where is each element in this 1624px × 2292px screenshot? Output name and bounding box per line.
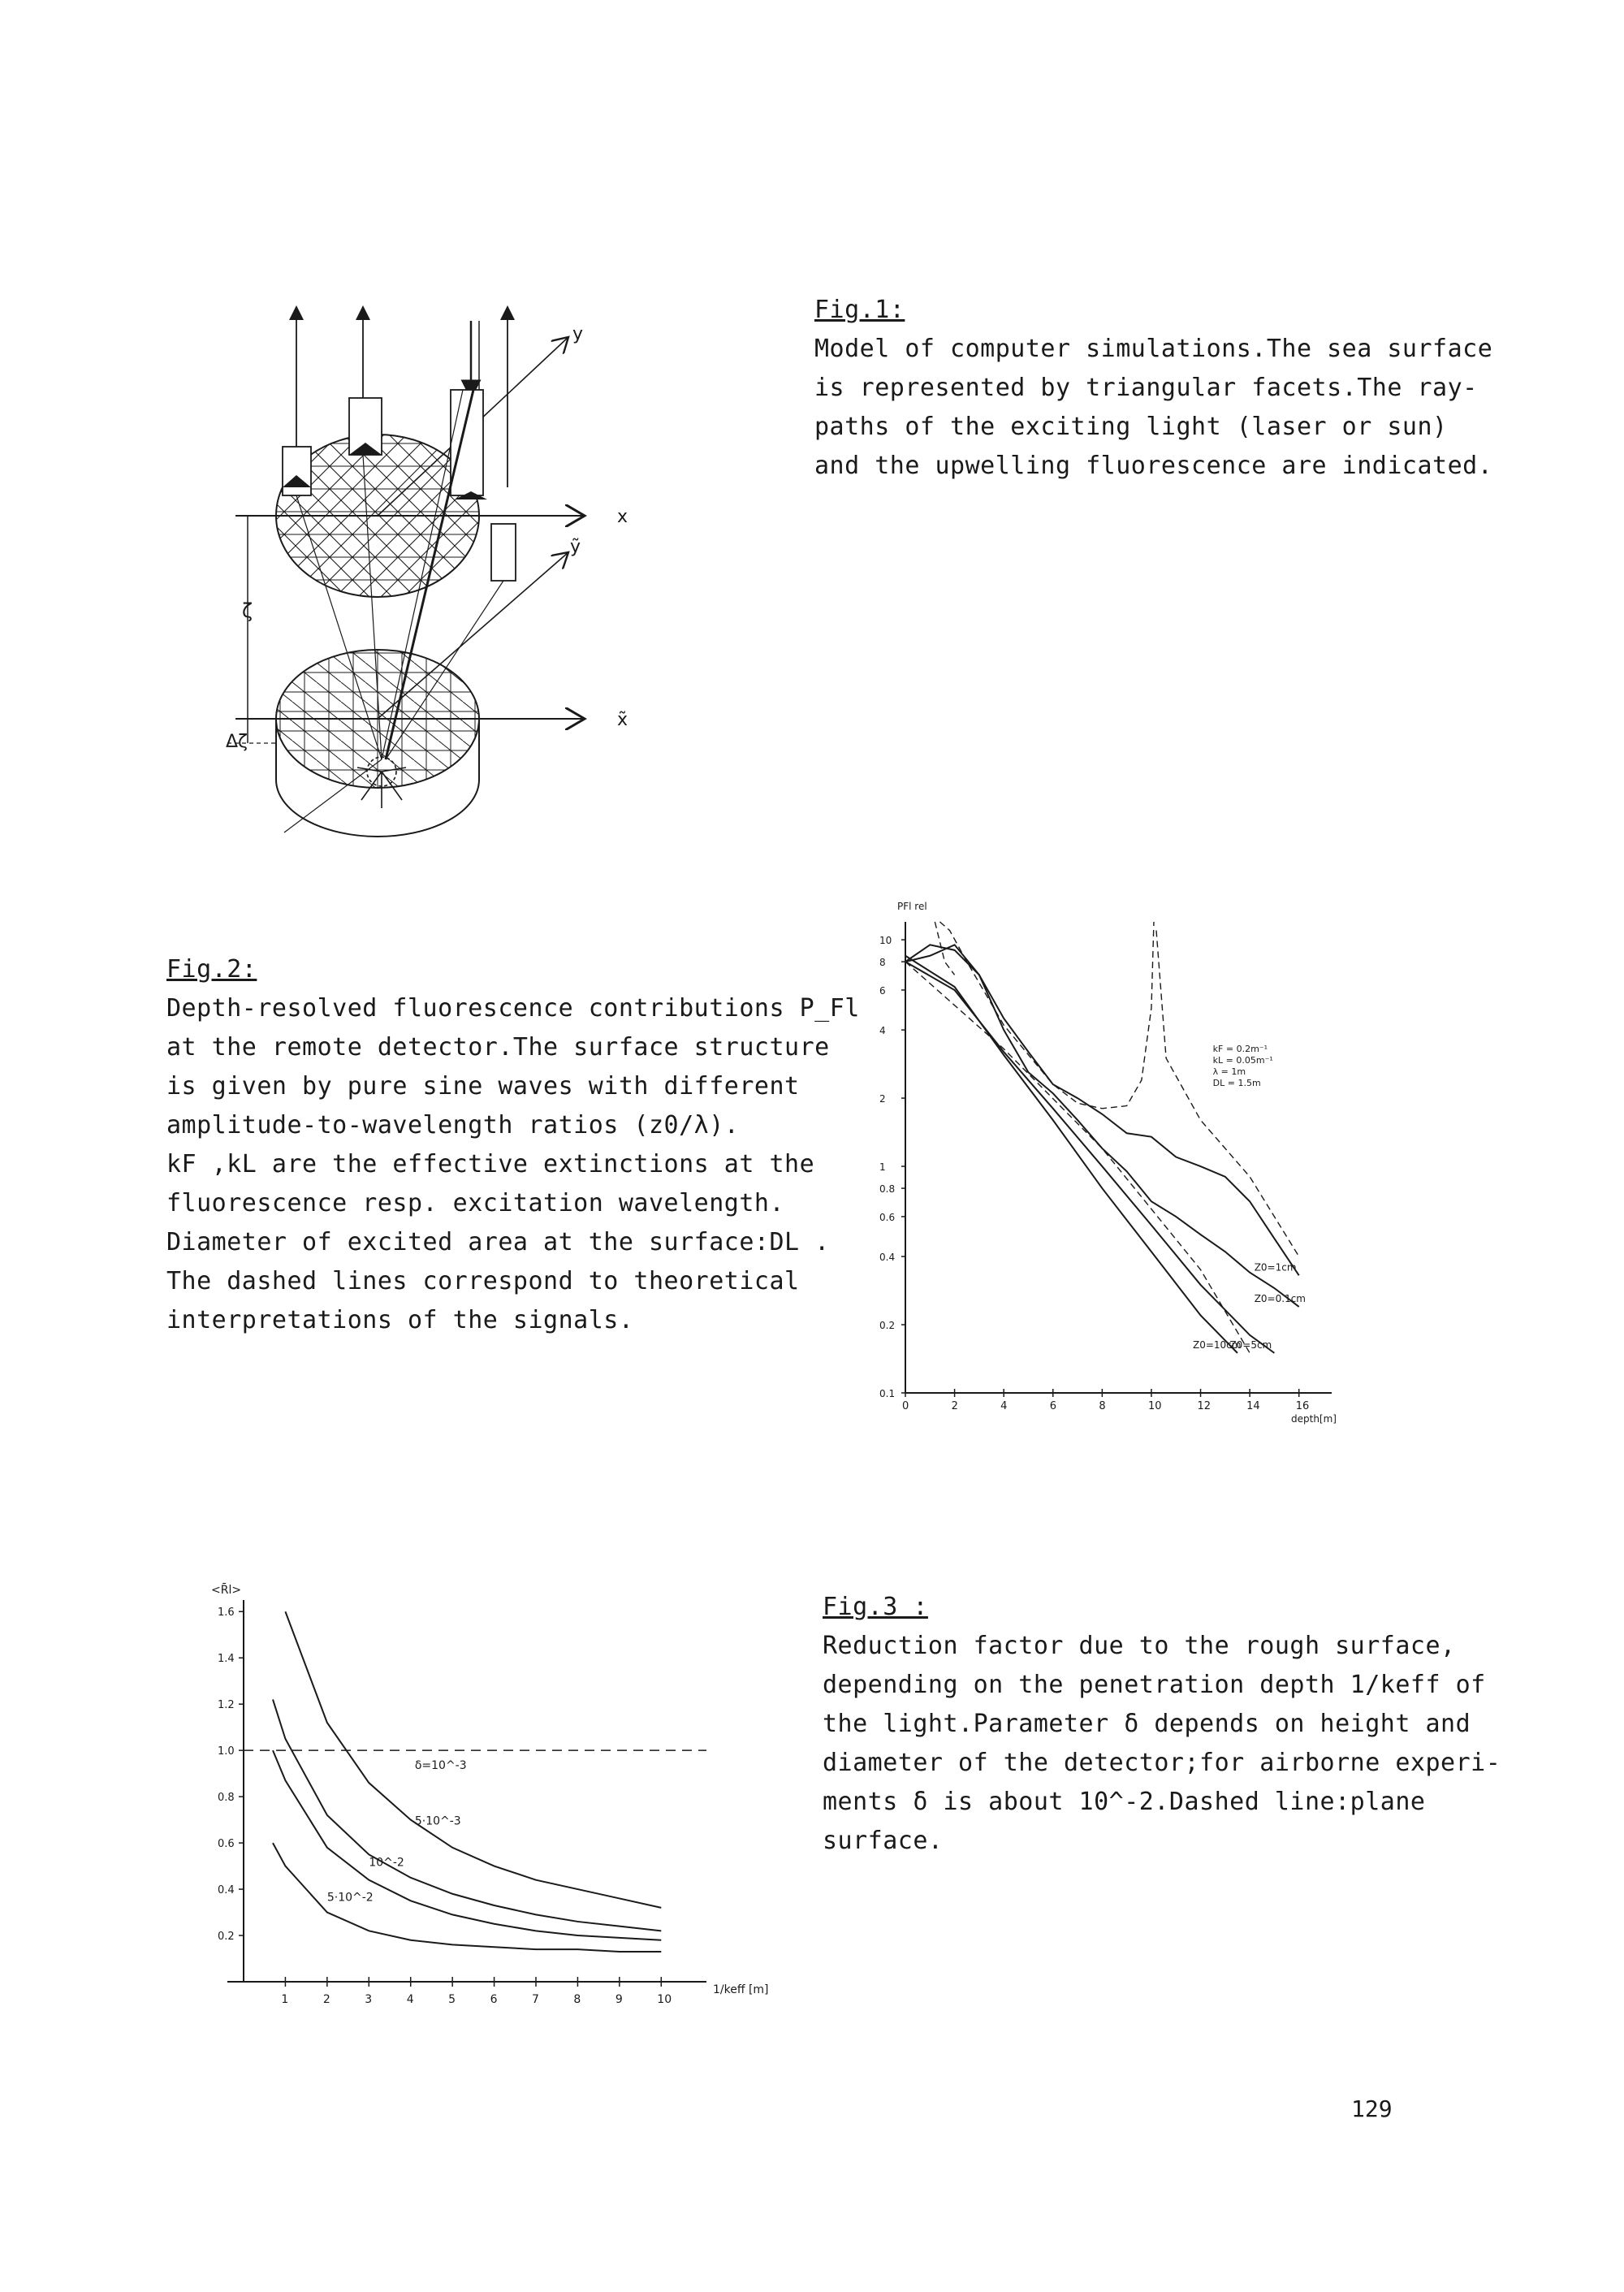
y-tick-label: 0.2 — [879, 1320, 896, 1332]
legend-entry: DL = 1.5m — [1212, 1078, 1261, 1089]
theory-dashed-curve — [1156, 931, 1299, 1257]
series-line — [905, 945, 1299, 1275]
x-tick-label: 3 — [365, 1993, 373, 2006]
caption-line: is represented by triangular facets.The ray- — [814, 374, 1478, 402]
x-tick-label: 4 — [406, 1993, 414, 2006]
caption-line: is given by pure sine waves with different — [166, 1072, 800, 1101]
axis-label-x-tilde: x̃ — [617, 710, 628, 730]
figure-3-chart — [179, 1576, 796, 2006]
theory-dashed-curve — [905, 962, 1250, 1353]
x-tick-label: 16 — [1295, 1400, 1310, 1412]
zeta-label: ζ — [242, 599, 253, 622]
x-tick-label: 10 — [657, 1993, 672, 2006]
y-tick-label: 0.2 — [218, 1931, 235, 1944]
theory-dashed-curve — [939, 922, 1154, 1109]
series-line — [905, 962, 1274, 1353]
legend-entry: kF = 0.2m⁻¹ — [1212, 1044, 1268, 1055]
y-tick-label: 1.6 — [218, 1607, 235, 1620]
x-axis-label: 1/keff [m] — [713, 1983, 769, 1996]
x-axis-label: depth[m] — [1291, 1413, 1337, 1425]
caption-line: Diameter of excited area at the surface:DL . — [166, 1228, 830, 1256]
caption-line: ments δ is about 10^-2.Dashed line:plane — [823, 1788, 1426, 1816]
y-tick-label: 0.4 — [879, 1252, 896, 1264]
figure-2-caption — [166, 950, 860, 1340]
y-tick-label: 0.4 — [218, 1884, 235, 1897]
y-tick-label: 10 — [879, 935, 892, 947]
caption-line: surface. — [823, 1827, 944, 1855]
legend-entry: kL = 0.05m⁻¹ — [1212, 1055, 1273, 1066]
delta-zeta-label: Δζ — [226, 732, 248, 752]
y-tick-label: 0.8 — [879, 1183, 896, 1196]
caption-line: diameter of the detector;for airborne experi- — [823, 1749, 1501, 1777]
x-tick-label: 8 — [1099, 1400, 1106, 1412]
y-tick-label: 0.6 — [879, 1211, 896, 1223]
x-tick-label: 12 — [1197, 1400, 1212, 1412]
y-tick-label: 1.2 — [218, 1699, 235, 1712]
y-axis-label: PFl rel — [897, 901, 927, 912]
figure-2-caption-title: Fig.2: — [166, 955, 257, 984]
series-label: Z0=5cm — [1229, 1338, 1272, 1351]
caption-line: Depth-resolved fluorescence contributions P_Fl — [166, 994, 860, 1023]
y-tick-label: 6 — [879, 984, 886, 997]
caption-line: and the upwelling fluorescence are indicated. — [814, 452, 1493, 480]
figure-3-caption-title: Fig.3 : — [823, 1593, 928, 1621]
y-tick-label: 8 — [879, 957, 886, 969]
caption-line: fluorescence resp. excitation wavelength. — [166, 1189, 785, 1217]
x-tick-label: 8 — [573, 1993, 581, 2006]
x-tick-label: 14 — [1246, 1400, 1260, 1412]
series-line — [273, 1750, 661, 1940]
y-tick-label: 1.0 — [218, 1745, 235, 1758]
y-tick-label: 0.1 — [879, 1388, 896, 1399]
x-tick-label: 6 — [490, 1993, 498, 2006]
y-tick-label: 4 — [879, 1025, 886, 1037]
x-tick-label: 2 — [951, 1400, 958, 1412]
series-line — [905, 956, 1237, 1353]
x-tick-label: 2 — [322, 1993, 330, 2006]
page-number: 129 — [1351, 2095, 1393, 2122]
caption-line: the light.Parameter δ depends on height and — [823, 1710, 1471, 1738]
x-tick-label: 7 — [532, 1993, 539, 2006]
y-tick-label: 1.4 — [218, 1653, 235, 1666]
series-label: Z0=10cm — [1192, 1338, 1242, 1351]
axis-label-x: x — [617, 507, 628, 527]
series-label: δ=10^-3 — [414, 1758, 467, 1772]
x-tick-label: 9 — [615, 1993, 623, 2006]
y-tick-label: 1 — [879, 1161, 886, 1174]
y-tick-label: 2 — [879, 1093, 886, 1105]
series-label: 5·10^-3 — [414, 1814, 461, 1828]
caption-line: Model of computer simulations.The sea surface — [814, 335, 1493, 363]
caption-line: amplitude-to-wavelength ratios (z0/λ). — [166, 1111, 740, 1140]
series-label: 10^-2 — [369, 1856, 404, 1870]
x-tick-label: 6 — [1049, 1400, 1057, 1412]
caption-line: Reduction factor due to the rough surface, — [823, 1632, 1456, 1660]
caption-line: The dashed lines correspond to theoretical — [166, 1267, 800, 1295]
y-tick-label: 0.8 — [218, 1792, 235, 1805]
series-label: Z0=1cm — [1254, 1261, 1297, 1274]
figure-1-diagram — [219, 301, 674, 853]
x-tick-label: 4 — [1000, 1400, 1008, 1412]
axis-label-y-tilde: ỹ — [570, 537, 581, 557]
caption-line: at the remote detector.The surface structure — [166, 1033, 830, 1062]
legend-entry: λ = 1m — [1212, 1066, 1246, 1078]
x-tick-label: 1 — [281, 1993, 289, 2006]
figure-1-caption — [814, 291, 1492, 486]
figure-1-caption-title: Fig.1: — [814, 296, 905, 324]
caption-line: depending on the penetration depth 1/keff of — [823, 1671, 1486, 1699]
y-axis-label: <R̄l> — [211, 1584, 242, 1597]
figure-3-caption — [823, 1588, 1501, 1861]
x-tick-label: 5 — [448, 1993, 456, 2006]
caption-line: paths of the exciting light (laser or sun) — [814, 413, 1448, 441]
series-line — [285, 1611, 661, 1908]
y-tick-label: 0.6 — [218, 1838, 235, 1851]
series-label: 5·10^-2 — [326, 1891, 374, 1905]
axis-label-y: y — [572, 324, 584, 344]
figure-2-chart — [861, 877, 1348, 1429]
series-label: Z0=0.1cm — [1254, 1292, 1306, 1304]
x-tick-label: 10 — [1147, 1400, 1162, 1412]
caption-line: interpretations of the signals. — [166, 1306, 634, 1334]
x-tick-label: 0 — [902, 1400, 909, 1412]
caption-line: kF ,kL are the effective extinctions at the — [166, 1150, 815, 1178]
